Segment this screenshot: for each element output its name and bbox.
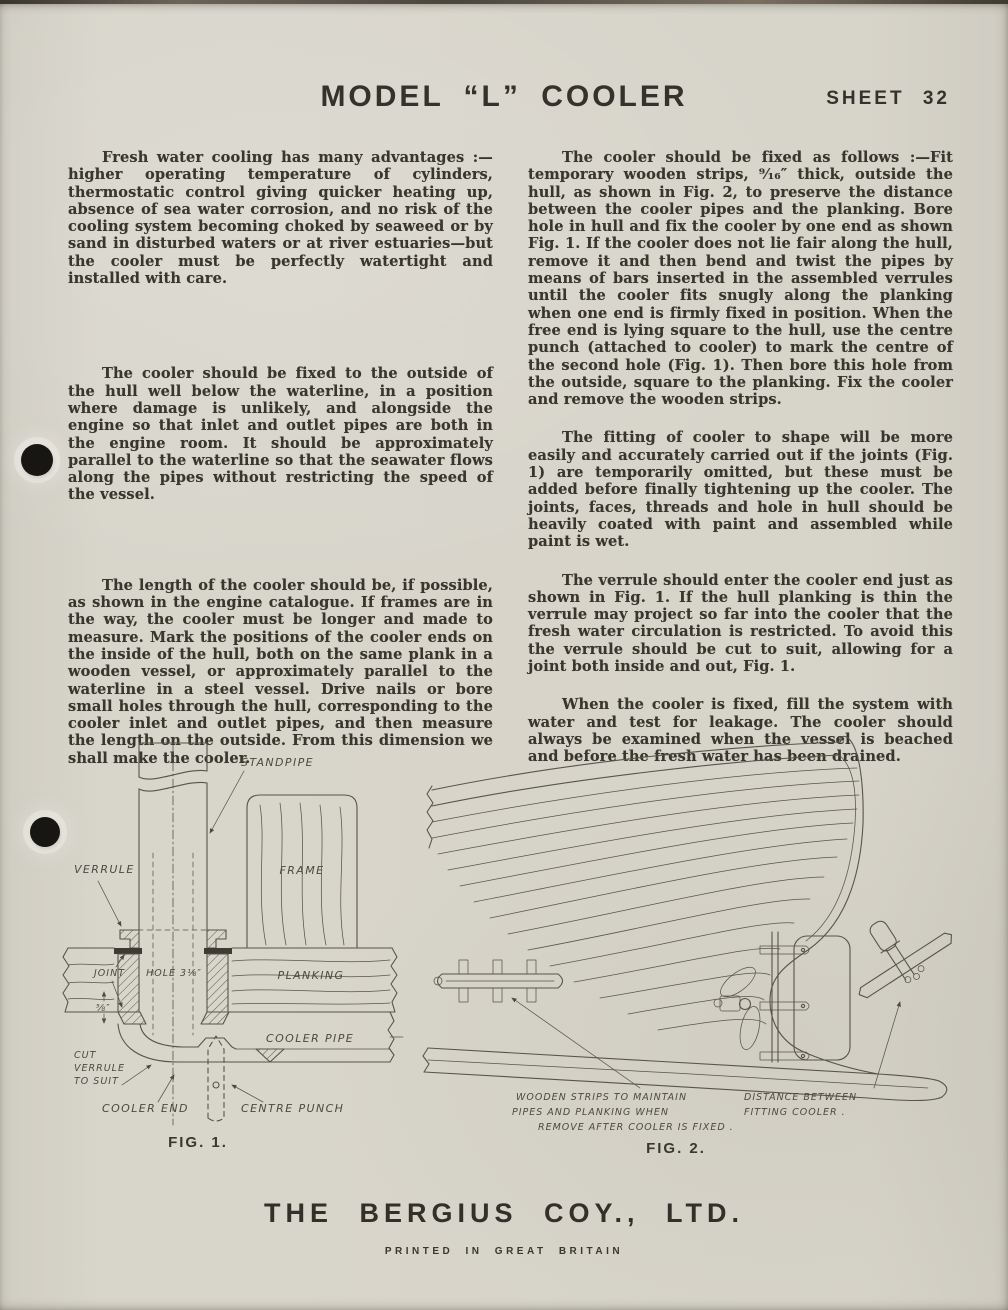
fig1-label-cooler-pipe: COOLER PIPE <box>266 1032 355 1045</box>
fig2-caption-block <box>512 1092 857 1157</box>
punch-hole-bottom <box>30 817 60 847</box>
fig2-caption-l1: WOODEN STRIPS TO MAINTAIN <box>516 1092 688 1103</box>
fig2-caption: FIG. 2. <box>646 1140 706 1157</box>
paragraph-joints: The fitting of cooler to shape will be more easily and accurately carried out if the joints (Fig. 1) are temporarily omitted, but these must be added before finally tightening up the cooler. The joints, faces, threads and hole in hull should be heavily coated with paint and assembled while paint is wet. <box>528 429 953 551</box>
fig2-caption-l2: PIPES AND PLANKING WHEN <box>512 1107 670 1118</box>
fig2-fitting-detail <box>831 892 961 1011</box>
fig2-caption-r2: FITTING COOLER . <box>744 1107 846 1118</box>
printed-in-great-britain: PRINTED IN GREAT BRITAIN <box>384 1246 624 1257</box>
paragraph-advantages: Fresh water cooling has many advantages :—higher operating temperature of cylinders, thermostatic control giving quicker heating up, absence of sea water corrosion, and no risk of the cooling system becoming choked by seaweed or by sand in disturbed waters or at river estuaries—but the cooler must be perfectly watertight and installed with care. <box>68 149 493 288</box>
fig2-leader-strips <box>512 998 640 1088</box>
fig2-hull-outline <box>427 736 878 1074</box>
scan-top-edge <box>0 0 1008 4</box>
left-column <box>68 149 493 767</box>
paragraph-length: The length of the cooler should be, if possible, as shown in the engine catalogue. If frames are in the way, the cooler must be longer and made to measure. Mark the positions of the cooler ends on the inside of the hull, both on the same plank in a wooden vessel, or approximately parallel to the waterline in a steel vessel. Drive nails or bore small holes through the hull, corresponding to the cooler inlet and outlet pipes, and then measure the length on the outside. From this dimension we shall make the cooler. <box>68 576 493 767</box>
figure-2-stern-view <box>408 726 973 1166</box>
page-title: MODEL “L” COOLER <box>320 80 688 113</box>
paragraph-fixing: The cooler should be fixed as follows :—Fit temporary wooden strips, ⁹⁄₁₆″ thick, outside the hull, as shown in Fig. 2, to preserve the distance between the cooler pipes and the planking. Bore hole in hull and fix the cooler by one end as shown Fig. 1. If the cooler does not lie fair along the hull, remove it and then bend and twist the pipes by means of bars inserted in the assembled verrules until the cooler fits snugly along the planking when one end is firmly fixed in position. When the free end is lying square to the hull, use the centre punch (attached to cooler) to mark the centre of the second hole (Fig. 1). Then bore this hole from the outside, square to the planking. Fix the cooler and remove the wooden strips. <box>528 149 953 409</box>
fig1-label-cut-2: VERRULE <box>74 1063 125 1074</box>
fig1-label-standpipe: STANDPIPE <box>241 756 314 769</box>
fig1-label-cut-3: TO SUIT <box>74 1076 119 1087</box>
punch-hole-top <box>21 444 53 476</box>
company-name: THE BERGIUS COY., LTD. <box>263 1198 745 1228</box>
fig1-planking <box>63 948 397 1012</box>
figure-1-cross-section <box>58 733 408 1163</box>
fig1-joint-gasket-right <box>204 948 232 954</box>
paragraph-testing: When the cooler is fixed, fill the system with water and test for leakage. The cooler should always be examined when the vessel is beached and before the fresh water has been drained. <box>528 696 953 766</box>
paragraph-position: The cooler should be fixed to the outside of the hull well below the waterline, in a position where damage is unlikely, and alongside the engine so that inlet and outlet pipes are both in the engine room. It should be approximately parallel to the waterline so that the seawater flows along the pipes without restricting the speed of the vessel. <box>68 365 493 504</box>
fig1-label-frame: FRAME <box>279 864 325 877</box>
fig2-caption-l3: REMOVE AFTER COOLER IS FIXED . <box>538 1122 734 1133</box>
fig1-centre-punch <box>208 1036 224 1121</box>
fig1-label-hole: HOLE 3⅛″ <box>146 968 202 979</box>
right-column <box>528 149 953 766</box>
fig2-cooler-and-strips <box>434 960 563 1002</box>
fig2-hull-planking-lines <box>432 768 859 1030</box>
fig1-label-dimension: ⅝″ <box>96 1003 111 1014</box>
sheet-number: SHEET 32 <box>826 88 950 109</box>
fig1-label-joint: JOINT <box>94 968 125 979</box>
fig1-caption: FIG. 1. <box>168 1134 228 1151</box>
fig1-cooler-end-elbow <box>118 1024 236 1062</box>
paragraph-verrule: The verrule should enter the cooler end just as shown in Fig. 1. If the hull planking is thin the verrule may project so far into the cooler that the fresh water circulation is restricted. To avoid this the verrule should be cut to suit, allowing for a joint both inside and out, Fig. 1. <box>528 571 953 676</box>
fig1-verrule-through-hull <box>118 954 229 1024</box>
fig2-caption-r1: DISTANCE BETWEEN <box>744 1092 858 1103</box>
fig1-label-centre-punch: CENTRE PUNCH <box>241 1102 345 1115</box>
fig1-label-cooler-end: COOLER END <box>102 1102 189 1115</box>
fig1-label-planking: PLANKING <box>277 969 345 982</box>
fig1-label-verrule: VERRULE <box>74 863 135 876</box>
fig1-label-cut-1: CUT <box>74 1050 97 1061</box>
fig1-joint-gasket-left <box>114 948 142 954</box>
